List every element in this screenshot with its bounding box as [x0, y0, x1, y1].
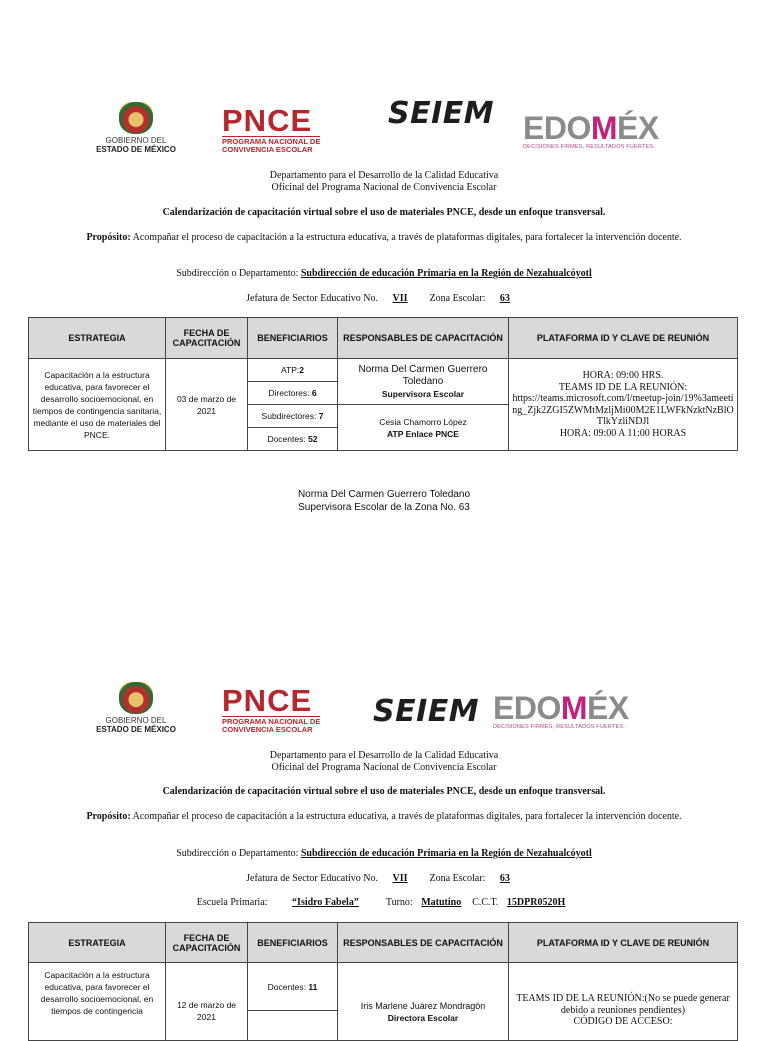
jefatura-line: [40, 293, 728, 305]
beneficiary-docentes-value: 52: [308, 434, 318, 444]
logo-row: [0, 96, 768, 160]
header-estrategia: ESTRATEGIA: [29, 318, 166, 359]
beneficiary-empty: [248, 1011, 338, 1041]
purpose-text: Acompañar el proceso de capacitación a la estructura educativa, a través de plataformas digitales, para fortalecer la intervención docente.: [130, 811, 682, 822]
table-row: [29, 359, 738, 382]
strategy-cell: Capacitación a la estructura educativa, para favorecer el desarrollo socioemocional, en tiempos de contingencia: [29, 963, 166, 1041]
pnce-logo-text: PNCE: [222, 103, 313, 138]
department-line2: Oficinal del Programa Nacional de Convivencia Escolar: [271, 182, 497, 193]
edomex-pre: EDO: [493, 690, 561, 726]
responsible-1-name: Norma Del Carmen Guerrero Toledano: [358, 363, 488, 387]
header-fecha: FECHA DE CAPACITACIÓN: [166, 923, 248, 963]
strategy-cell: Capacitación a la estructura educativa, para favorecer el desarrollo socioemocional, en tiempos de contingencia sanitaria, mediante el uso de materiales del PNCE.: [29, 359, 166, 451]
schedule-table: [28, 317, 738, 451]
cct-label: C.C.T.: [472, 897, 501, 908]
signature-role: Supervisora Escolar de la Zona No. 63: [298, 502, 470, 513]
crest-icon: [119, 102, 153, 134]
header-responsables: RESPONSABLES DE CAPACITACIÓN: [338, 318, 509, 359]
beneficiary-directores-label: Directores:: [268, 388, 312, 398]
edomex-logo: [493, 692, 629, 730]
document-title-2: Calendarización de capacitación virtual sobre el uso de materiales PNCE, desde un enfoque transversal.: [162, 786, 606, 797]
escuela-label: Escuela Primaria:: [196, 897, 271, 908]
platform-link[interactable]: https://teams.microsoft.com/l/meetup-join/19%3ameeting_Zjk2ZGI5ZWMtMzljMi00M2E1LWFkNzktNzBlOTlkYzliNDJl: [512, 393, 734, 427]
pnce-logo-sub2: CONVIVENCIA ESCOLAR: [222, 725, 313, 734]
edomex-post: ÉX: [587, 690, 629, 726]
zona-label: Zona Escolar:: [429, 873, 488, 884]
purpose-label: Propósito:: [86, 232, 131, 243]
beneficiary-docentes-label: Docentes:: [267, 981, 309, 992]
purpose-paragraph-2: [80, 811, 688, 823]
crest-icon: [119, 682, 153, 714]
purpose-label: Propósito:: [86, 811, 131, 822]
responsible-name: Iris Marlene Juárez Mondragón: [360, 1000, 486, 1011]
platform-line2: TEAMS ID DE LA REUNIÓN:: [558, 381, 688, 393]
responsible-2-role: ATP Enlace PNCE: [387, 428, 459, 439]
document-title: Calendarización de capacitación virtual sobre el uso de materiales PNCE, desde un enfoque transversal.: [162, 207, 606, 218]
beneficiary-docentes: [248, 963, 338, 1011]
subdireccion-value: Subdirección de educación Primaria en la Región de Nezahualcóyotl: [300, 848, 592, 859]
pnce-logo: [222, 683, 321, 734]
header-beneficiarios: BENEFICIARIOS: [248, 318, 338, 359]
beneficiary-directores: [248, 382, 338, 405]
turno-value: Matutino: [421, 897, 462, 908]
header-fecha: FECHA DE CAPACITACIÓN: [166, 318, 248, 359]
platform-line1: TEAMS ID DE LA REUNIÓN:(No se puede generar debido a reuniones pendientes): [516, 993, 730, 1016]
beneficiary-docentes: [248, 428, 338, 451]
logo-row-2: [0, 680, 768, 740]
gob-line1: GOBIERNO DEL: [105, 716, 167, 725]
subdireccion-line: [40, 268, 728, 280]
responsible-2-cell: [338, 405, 509, 451]
subdireccion-label: Subdirección o Departamento:: [176, 848, 301, 859]
responsible-2-name: Cesia Chamorro López: [379, 416, 467, 427]
pnce-logo-sub2: CONVIVENCIA ESCOLAR: [222, 145, 313, 154]
date-cell: 12 de marzo de 2021: [166, 963, 248, 1041]
platform-line2: CÓDIGO DE ACCESO:: [573, 1016, 673, 1028]
gobierno-estado-mexico-logo: [90, 682, 182, 734]
beneficiary-subdirectores: [248, 405, 338, 428]
pnce-logo: [222, 103, 321, 154]
escuela-value: “Isidro Fabela”: [292, 897, 359, 908]
beneficiary-atp: [248, 359, 338, 382]
gobierno-estado-mexico-logo: [90, 102, 182, 154]
purpose-paragraph: [80, 232, 688, 244]
responsible-1-cell: [338, 359, 509, 405]
seiem-logo: SEIEM: [388, 96, 495, 131]
subdireccion-line-2: [40, 848, 728, 860]
department-line1: Departamento para el Desarrollo de la Calidad Educativa: [269, 170, 499, 181]
department-line1: Departamento para el Desarrollo de la Calidad Educativa: [269, 750, 499, 761]
date-cell: 03 de marzo de 2021: [166, 359, 248, 451]
jefatura-line-2: [40, 873, 728, 885]
edomex-pre: EDO: [523, 110, 591, 146]
platform-cell: [509, 359, 738, 451]
jefatura-label: Jefatura de Sector Educativo No.: [246, 293, 381, 304]
beneficiary-docentes-value: 11: [308, 981, 318, 992]
jefatura-label: Jefatura de Sector Educativo No.: [246, 873, 381, 884]
header-responsables: RESPONSABLES DE CAPACITACIÓN: [338, 923, 509, 963]
table-header-row: [29, 318, 738, 359]
platform-cell: [509, 963, 738, 1041]
pnce-logo-sub1: PROGRAMA NACIONAL DE: [222, 137, 321, 146]
pnce-logo-sub1: PROGRAMA NACIONAL DE: [222, 717, 321, 726]
seiem-logo: SEIEM: [373, 694, 480, 729]
platform-line4: HORA: 09:00 A 11:00 HORAS: [559, 427, 687, 439]
responsible-cell: [338, 963, 509, 1041]
turno-label: Turno:: [385, 897, 416, 908]
schedule-table-2: [28, 922, 738, 1041]
signature-name: Norma Del Carmen Guerrero Toledano: [297, 489, 471, 500]
header-plataforma: PLATAFORMA ID Y CLAVE DE REUNIÓN: [509, 318, 738, 359]
department-heading: [40, 170, 728, 194]
cct-value: 15DPR0520H: [506, 897, 566, 908]
subdireccion-value: Subdirección de educación Primaria en la Región de Nezahualcóyotl: [300, 268, 592, 279]
edomex-tagline: DECISIONES FIRMES, RESULTADOS FUERTES.: [493, 724, 625, 730]
edomex-logo: [523, 112, 659, 150]
department-heading-2: [40, 750, 728, 774]
jefatura-value: VII: [392, 873, 408, 884]
beneficiary-directores-value: 6: [311, 388, 317, 398]
escuela-line: [40, 897, 728, 909]
table-row: [29, 963, 738, 1011]
purpose-text: Acompañar el proceso de capacitación a la estructura educativa, a través de plataformas digitales, para fortalecer la intervención docente.: [130, 232, 682, 243]
edomex-m: M: [560, 690, 587, 726]
beneficiary-docentes-label: Docentes:: [267, 434, 309, 444]
header-plataforma: PLATAFORMA ID Y CLAVE DE REUNIÓN: [509, 923, 738, 963]
pnce-logo-text: PNCE: [222, 683, 313, 718]
edomex-post: ÉX: [617, 110, 659, 146]
platform-line1: HORA: 09:00 HRS.: [582, 370, 664, 381]
edomex-m: M: [590, 110, 617, 146]
responsible-role: Directora Escolar: [387, 1012, 459, 1023]
subdireccion-label: Subdirección o Departamento:: [176, 268, 301, 279]
edomex-tagline: DECISIONES FIRMES, RESULTADOS FUERTES.: [523, 144, 655, 150]
table-header-row: [29, 923, 738, 963]
gob-line2: ESTADO DE MÉXICO: [96, 145, 176, 154]
beneficiary-subdirectores-label: Subdirectores:: [261, 411, 319, 421]
beneficiary-atp-label: ATP:: [281, 365, 300, 375]
beneficiary-subdirectores-value: 7: [318, 411, 324, 421]
gob-line2: ESTADO DE MÉXICO: [96, 725, 176, 734]
department-line2: Oficinal del Programa Nacional de Convivencia Escolar: [271, 762, 497, 773]
responsible-1-role: Supervisora Escolar: [381, 388, 465, 399]
header-estrategia: ESTRATEGIA: [29, 923, 166, 963]
gob-line1: GOBIERNO DEL: [105, 136, 167, 145]
zona-value: 63: [499, 873, 510, 884]
zona-value: 63: [499, 293, 510, 304]
beneficiary-atp-value: 2: [299, 365, 304, 375]
signature-block: [0, 488, 768, 514]
jefatura-value: VII: [392, 293, 408, 304]
zona-label: Zona Escolar:: [429, 293, 488, 304]
header-beneficiarios: BENEFICIARIOS: [248, 923, 338, 963]
